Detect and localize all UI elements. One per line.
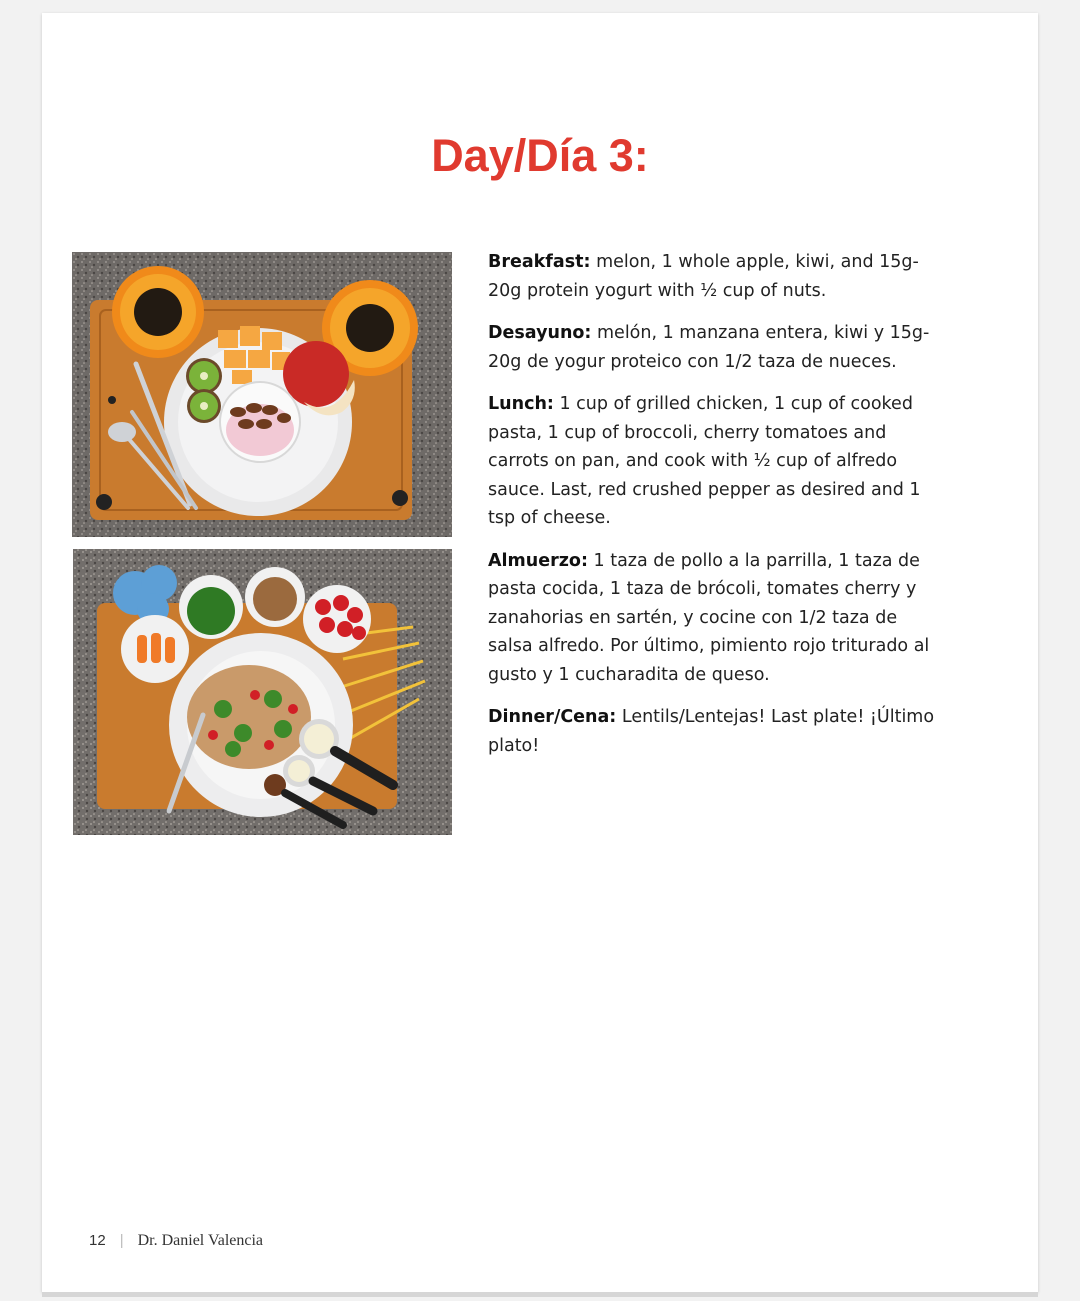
meal-description: 1 cup of grilled chicken, 1 cup of cooked pasta, 1 cup of broccoli, cherry tomatoes and carrots on pan, and cook with ½ cup of alfredo sauce. Last, red crushed pepper as desired and 1 tsp of cheese. [488,394,921,528]
meal-description: melon, 1 whole apple, kiwi, and 15g-20g protein yogurt with ½ cup of nuts. [488,252,919,301]
author-name: Dr. Daniel Valencia [137,1232,264,1249]
meal-breakfast [488,248,938,305]
meal-label: Desayuno: [488,323,592,343]
breakfast-plate-photo [72,252,452,537]
meal-desayuno [488,319,938,376]
page-number: 12 [89,1232,106,1249]
page-title: Day/Día 3: [431,130,649,181]
footer-separator: | [119,1232,124,1249]
page-edge [42,1292,1038,1297]
meal-description: 1 taza de pollo a la parrilla, 1 taza de pasta cocida, 1 taza de brócoli, tomates cherry y zanahorias en sartén, y cocine con 1/2 taza de salsa alfredo. Por último, pimiento rojo triturado al gusto y 1 cucharadita de queso. [488,550,930,685]
meal-label: Dinner/Cena: [488,707,617,727]
meal-label: Almuerzo: [488,550,588,571]
meal-label: Breakfast: [488,252,591,272]
meal-lunch [488,390,938,533]
meal-dinner [488,703,938,760]
page-footer [89,1232,263,1250]
lunch-pasta-plate-photo [73,549,452,835]
meal-label: Lunch: [488,394,554,414]
meal-plan-text [488,248,938,774]
meal-almuerzo [488,547,938,690]
meal-description: Lentils/Lentejas! Last plate! ¡Último plato! [488,707,935,756]
meal-description: melón, 1 manzana entera, kiwi y 15g-20g de yogur proteico con 1/2 taza de nueces. [488,323,930,372]
